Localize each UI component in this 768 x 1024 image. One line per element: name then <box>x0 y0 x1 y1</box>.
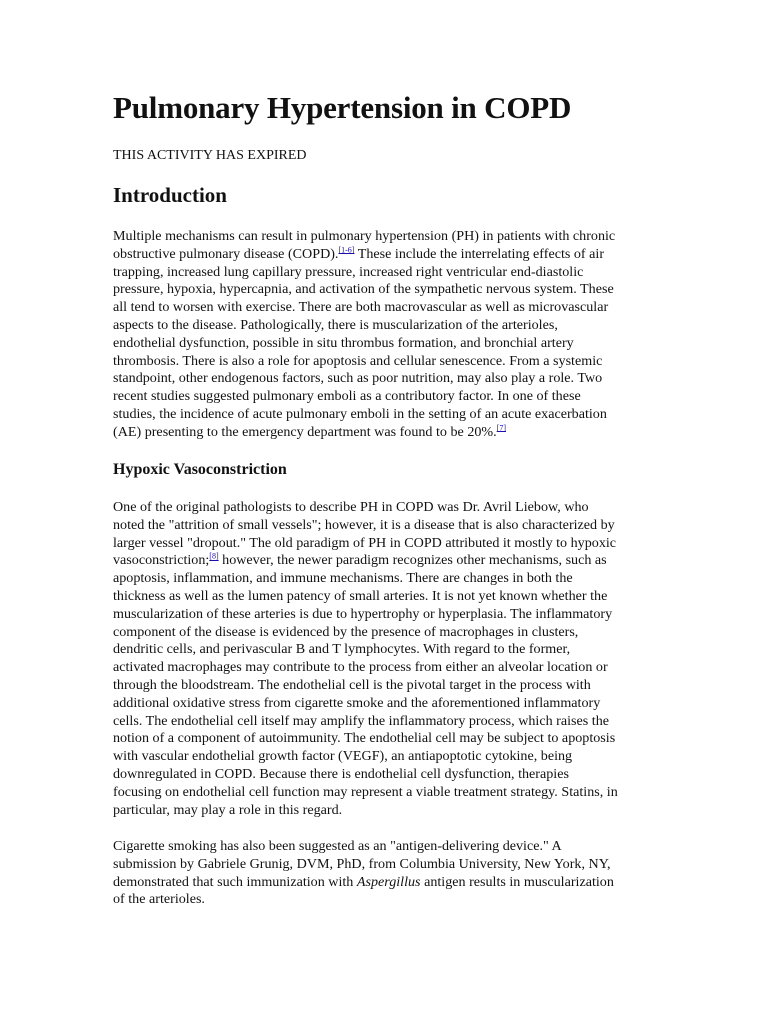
text-line: larger vessel "dropout." The old paradigm of PH in COPD attributed it mostly to hypoxic <box>113 534 617 551</box>
text-segment: These include the interrelating effects of air <box>354 245 605 262</box>
text-line: notion of a component of autoimmunity. The endothelial cell may be subject to apoptosis <box>113 730 616 747</box>
text-segment: (AE) presenting to the emergency department was found to be 20%. <box>113 423 497 440</box>
text-line <box>113 424 653 442</box>
text-line: cells. The endothelial cell itself may amplify the inflammatory process, which raises the <box>113 712 609 729</box>
text-line: all tend to worsen with exercise. There are both macrovascular as well as microvascular <box>113 299 609 316</box>
text-line: activated macrophages may contribute to the process from either an alveolar location or <box>113 659 608 676</box>
text-line: standpoint, other endogenous factors, such as poor nutrition, may also play a role. Two <box>113 370 603 387</box>
cigarette-smoking-paragraph <box>113 838 653 909</box>
text-line: endothelial dysfunction, possible in situ thrombus formation, and bronchial artery <box>113 334 574 351</box>
text-line: focusing on endothelial cell function may represent a viable treatment strategy. Statins, in <box>113 783 618 800</box>
text-line <box>113 874 653 892</box>
text-line: submission by Gabriele Grunig, DVM, PhD, from Columbia University, New York, NY, <box>113 855 611 872</box>
italic-term: Aspergillus <box>356 873 421 890</box>
text-segment: obstructive pulmonary disease (COPD). <box>113 245 339 262</box>
page-title: Pulmonary Hypertension in COPD <box>113 90 572 125</box>
text-line: recent studies suggested pulmonary emboli as a contributory factor. In one of these <box>113 388 581 405</box>
text-line: thickness as well as the lumen patency of small arteries. It is not yet known whether the <box>113 587 608 604</box>
text-line <box>113 552 653 570</box>
subsection-heading-hypoxic-vasoconstriction: Hypoxic Vasoconstriction <box>113 461 287 478</box>
hypoxic-vasoconstriction-paragraph <box>113 499 653 819</box>
text-line: component of the disease is evidenced by the presence of macrophages in clusters, <box>113 623 579 640</box>
text-line: Multiple mechanisms can result in pulmonary hypertension (PH) in patients with chronic <box>113 228 616 244</box>
text-line: pressure, hypoxia, hypercapnia, and activation of the sympathetic nervous system. These <box>113 281 614 298</box>
text-segment: demonstrated that such immunization with <box>113 873 357 890</box>
text-line: through the bloodstream. The endothelial cell is the pivotal target in the process with <box>113 676 591 693</box>
expired-notice: THIS ACTIVITY HAS EXPIRED <box>113 148 307 163</box>
text-line: One of the original pathologists to describe PH in COPD was Dr. Avril Liebow, who <box>113 499 589 515</box>
text-line: downregulated in COPD. Because there is endothelial cell dysfunction, therapies <box>113 765 569 782</box>
text-segment: vasoconstriction; <box>113 552 210 569</box>
text-line <box>113 246 653 264</box>
text-line: additional oxidative stress from cigarette smoke and the aforementioned inflammatory <box>113 694 601 711</box>
text-line: trapping, increased lung capillary pressure, increased right ventricular end-diastolic <box>113 263 584 280</box>
text-segment: however, the newer paradigm recognizes other mechanisms, such as <box>218 552 607 569</box>
text-line: Cigarette smoking has also been suggested as an "antigen-delivering device." A <box>113 838 562 854</box>
text-line: muscularization of these arteries is due to hypertrophy or hyperplasia. The inflammatory <box>113 605 613 622</box>
text-line: thrombosis. There is also a role for apoptosis and cellular senescence. From a systemic <box>113 352 603 369</box>
text-line: aspects to the disease. Pathologically, there is muscularization of the arterioles, <box>113 316 558 333</box>
reference-link[interactable]: [7] <box>496 423 507 433</box>
text-segment: antigen results in muscularization <box>420 873 614 890</box>
section-heading-introduction: Introduction <box>113 183 227 207</box>
text-line: apoptosis, inflammation, and immune mechanisms. There are changes in both the <box>113 570 573 587</box>
text-line: of the arterioles. <box>113 891 205 908</box>
reference-link[interactable]: [1-6] <box>338 245 355 255</box>
introduction-paragraph <box>113 228 653 442</box>
text-line: noted the "attrition of small vessels"; however, it is a disease that is also characterized by <box>113 516 615 533</box>
reference-link[interactable]: [8] <box>209 551 219 561</box>
text-line: particular, may play a role in this regard. <box>113 801 343 818</box>
text-line: studies, the incidence of acute pulmonary emboli in the setting of an acute exacerbation <box>113 405 607 422</box>
text-line: with vascular endothelial growth factor (VEGF), an antiapoptotic cytokine, being <box>113 748 573 765</box>
text-line: dendritic cells, and perivascular B and T lymphocytes. With regard to the former, <box>113 641 571 658</box>
